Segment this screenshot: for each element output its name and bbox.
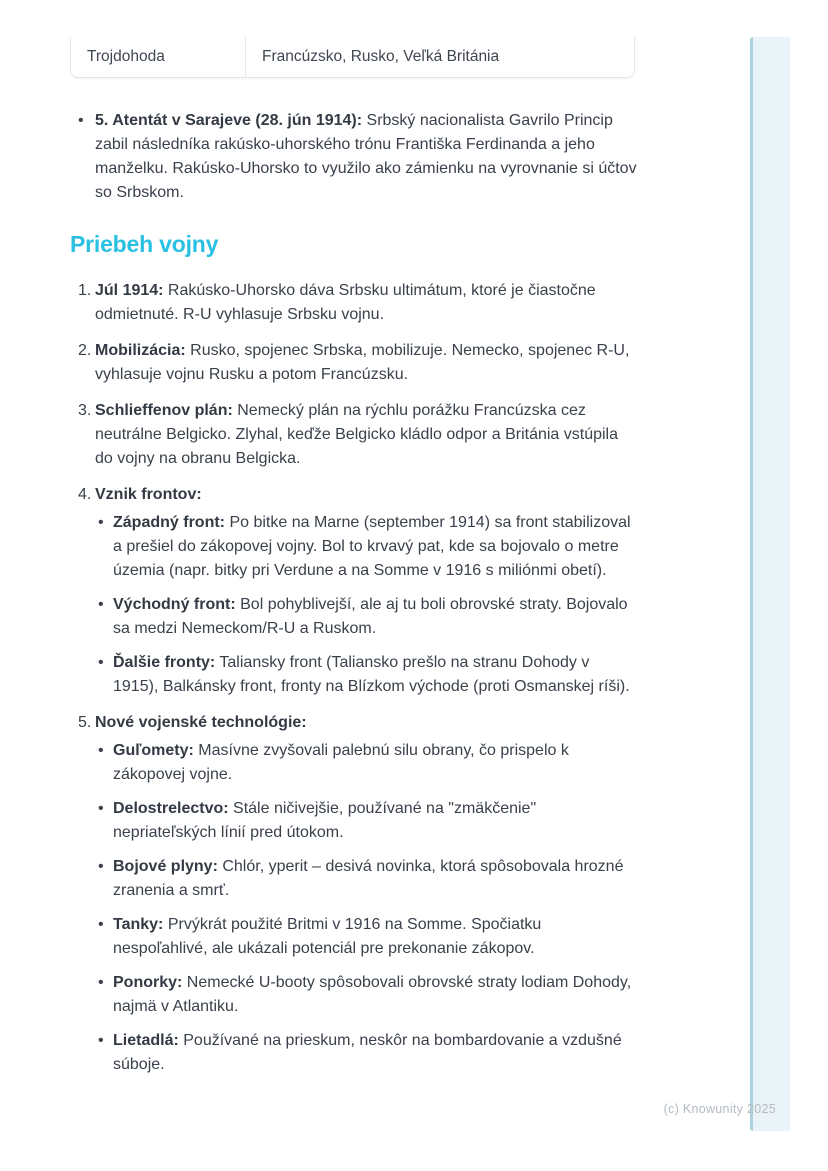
bullet-icon: •	[98, 916, 104, 933]
term-text: Nemecké U-booty spôsobovali obrovské straty lodiam Dohody, najmä v Atlantiku.	[113, 974, 632, 1015]
term-text: Používané na prieskum, neskôr na bombardovanie a vzdušné súboje.	[113, 1032, 622, 1073]
bullet-icon: •	[98, 800, 104, 817]
page-edge-bar	[750, 37, 790, 1131]
term-text: Prvýkrát použité Britmi v 1916 na Somme. Spočiatku nespoľahlivé, ale ukázali potenciál pre prekonanie zákopov.	[113, 916, 542, 957]
list-number: 1.	[78, 282, 92, 299]
term-bold: Júl 1914:	[95, 282, 164, 299]
intro-list	[70, 109, 638, 205]
table-cell-alliance-name: Trojdohoda	[71, 37, 246, 77]
list-item-nove-technologie	[78, 711, 638, 1077]
document-content	[70, 0, 638, 1089]
list-item-delostrelectvo	[98, 797, 638, 845]
list-number: 3.	[78, 402, 92, 419]
term-bold: Ponorky:	[113, 974, 183, 991]
term-text: Stále ničivejšie, používané na "zmäkčenie" nepriateľských línií pred útokom.	[113, 800, 537, 841]
list-item-lietadla	[98, 1029, 638, 1077]
term-bold: Nové vojenské technológie:	[95, 714, 307, 731]
term-text: Po bitke na Marne (september 1914) sa front stabilizoval a prešiel do zákopovej vojny. Bol to krvavý pat, kde sa bojovalo o metre územia (napr. bitky pri Verdune a na Somme v 1916 s miliónmi obetí).	[113, 514, 631, 579]
list-item-vychodny-front	[98, 593, 638, 641]
list-item-ponorky	[98, 971, 638, 1019]
list-number: 2.	[78, 342, 92, 359]
bullet-icon: •	[98, 1032, 104, 1049]
list-item-dalsie-fronty	[98, 651, 638, 699]
term-bold: Schlieffenov plán:	[95, 402, 233, 419]
list-item-vznik-frontov	[78, 483, 638, 699]
section-heading: Priebeh vojny	[70, 231, 219, 257]
bullet-icon: •	[98, 858, 104, 875]
list-item-schlieffenov-plan	[78, 399, 638, 471]
list-item-mobilizacia	[78, 339, 638, 387]
term-bold: Delostrelectvo:	[113, 800, 229, 817]
list-item-jul-1914	[78, 279, 638, 327]
term-bold: Tanky:	[113, 916, 164, 933]
term-text: Taliansky front (Taliansko prešlo na stranu Dohody v 1915), Balkánsky front, fronty na Blízkom východe (proti Osmanskej ríši).	[113, 654, 630, 695]
bullet-icon: •	[98, 654, 104, 671]
term-text: Masívne zvyšovali palebnú silu obrany, čo prispelo k zákopovej vojne.	[113, 742, 569, 783]
technologies-sublist	[95, 739, 638, 1077]
watermark-text: (c) Knowunity 2025	[663, 1102, 776, 1116]
bullet-icon: •	[78, 112, 84, 129]
term-bold: 5. Atentát v Sarajeve (28. jún 1914):	[95, 112, 363, 129]
term-text: Nemecký plán na rýchlu porážku Francúzska cez neutrálne Belgicko. Zlyhal, keďže Belgicko kládlo odpor a Británia vstúpila do vojny na obranu Belgicka.	[95, 402, 619, 467]
list-item-gulomety	[98, 739, 638, 787]
list-item-sarajevo	[78, 109, 638, 205]
alliance-table	[70, 37, 635, 78]
table-row	[71, 37, 634, 77]
list-number: 5.	[78, 714, 92, 731]
bullet-icon: •	[98, 514, 104, 531]
term-bold: Západný front:	[113, 514, 225, 531]
term-text: Srbský nacionalista Gavrilo Princip zabil následníka rakúsko-uhorského trónu Františka Ferdinanda a jeho manželku. Rakúsko-Uhorsko to využilo ako zámienku na vyrovnanie si účtov so Srbskom.	[95, 112, 637, 201]
term-bold: Ďalšie fronty:	[113, 654, 216, 671]
bullet-icon: •	[98, 742, 104, 759]
bullet-icon: •	[98, 596, 104, 613]
bullet-icon: •	[98, 974, 104, 991]
term-bold: Bojové plyny:	[113, 858, 218, 875]
term-text: Rakúsko-Uhorsko dáva Srbsku ultimátum, ktoré je čiastočne odmietnuté. R-U vyhlasuje Srbsku vojnu.	[95, 282, 596, 323]
term-bold: Lietadlá:	[113, 1032, 179, 1049]
term-bold: Guľomety:	[113, 742, 194, 759]
term-bold: Vznik frontov:	[95, 486, 202, 503]
fronts-sublist	[95, 511, 638, 699]
list-item-tanky	[98, 913, 638, 961]
list-number: 4.	[78, 486, 92, 503]
term-text: Chlór, yperit – desivá novinka, ktorá spôsobovala hrozné zranenia a smrť.	[113, 858, 624, 899]
term-bold: Mobilizácia:	[95, 342, 186, 359]
list-item-zapadny-front	[98, 511, 638, 583]
term-bold: Východný front:	[113, 596, 236, 613]
list-item-bojove-plyny	[98, 855, 638, 903]
term-text: Bol pohyblivejší, ale aj tu boli obrovské straty. Bojovalo sa medzi Nemeckom/R-U a Ruskom.	[113, 596, 628, 637]
table-cell-alliance-members: Francúzsko, Rusko, Veľká Británia	[262, 48, 500, 65]
war-progress-list	[70, 279, 638, 1077]
term-text: Rusko, spojenec Srbska, mobilizuje. Nemecko, spojenec R-U, vyhlasuje vojnu Rusku a potom Francúzsku.	[95, 342, 630, 383]
